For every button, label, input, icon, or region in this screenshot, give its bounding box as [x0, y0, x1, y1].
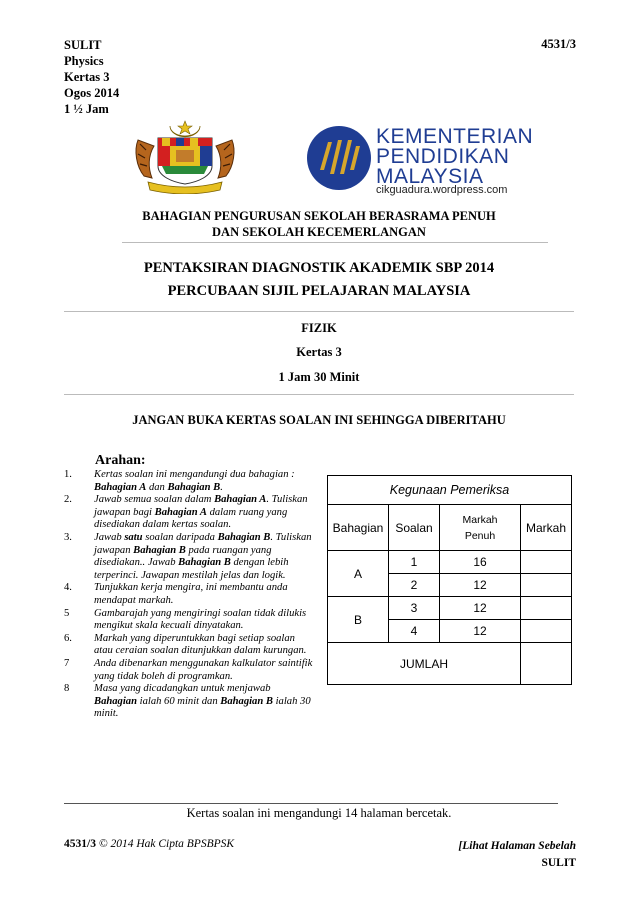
- instruction-text: Bahagian B: [220, 695, 273, 707]
- instruction-text: soalan daripada: [142, 531, 218, 543]
- row-markah-cell[interactable]: [521, 551, 572, 574]
- row-soalan: 3: [389, 597, 440, 620]
- row-soalan: 1: [389, 551, 440, 574]
- header-meta: [64, 37, 119, 117]
- divider-title: [64, 311, 574, 312]
- row-soalan: 2: [389, 574, 440, 597]
- instruction-item: [64, 532, 314, 582]
- subject: FIZIK: [301, 321, 337, 335]
- instruction-text: Jawab: [94, 531, 125, 543]
- copyright-code: 4531/3: [64, 838, 96, 850]
- instruction-text: Gambarajah yang mengiringi soalan tidak dilukis mengikut skala kecuali dinyatakan.: [94, 607, 307, 632]
- instruction-text: dalam ruang yang disediakan dalam kertas soalan.: [94, 506, 288, 531]
- instruction-item: [64, 683, 314, 721]
- instruction-number: 3.: [64, 531, 72, 543]
- row-penuh: 16: [440, 551, 521, 574]
- instruction-item: [64, 582, 314, 607]
- examiner-table: [327, 475, 572, 685]
- instruction-text: pada ruangan yang disediakan.. Jawab: [94, 544, 272, 569]
- exam-title: [0, 257, 638, 303]
- instruction-text: Bahagian B: [217, 531, 271, 543]
- agency-line-2: DAN SEKOLAH KECEMERLANGAN: [212, 225, 426, 239]
- examiner-table-title: Kegunaan Pemeriksa: [328, 476, 572, 505]
- instruction-text: . Tuliskan jawapan: [94, 531, 312, 556]
- header-line-subject: Physics: [64, 54, 104, 68]
- instruction-text: Bahagian A: [94, 481, 147, 493]
- row-markah-cell[interactable]: [521, 620, 572, 643]
- header-markah: Markah: [521, 505, 572, 551]
- instruction-item: [64, 469, 314, 494]
- paper-number: Kertas 3: [296, 345, 342, 359]
- instruction-number: 8: [64, 683, 70, 695]
- row-markah-cell[interactable]: [521, 597, 572, 620]
- total-label: JUMLAH: [328, 643, 521, 685]
- instruction-text: satu: [124, 531, 143, 543]
- page-count-note: Kertas soalan ini mengandungi 14 halaman bercetak.: [186, 806, 452, 820]
- section-b: B: [328, 597, 389, 643]
- row-penuh: 12: [440, 597, 521, 620]
- instruction-text: Anda dibenarkan menggunakan kalkulator saintifik yang tidak boleh di programkan.: [94, 657, 313, 682]
- exam-title-line-1: PENTAKSIRAN DIAGNOSTIK AKADEMIK SBP 2014: [143, 260, 495, 276]
- header-line-duration: 1 ½ Jam: [64, 102, 109, 116]
- footer-sulit: SULIT: [541, 857, 576, 869]
- header-markah-penuh: Markah Penuh: [440, 505, 521, 551]
- instructions-title: Arahan:: [95, 453, 146, 468]
- instruction-text: Tunjukkan kerja mengira, ini membantu anda mendapat markah.: [94, 582, 288, 606]
- instructions-list: [64, 469, 314, 721]
- ministry-line-1: KEMENTERIAN: [376, 125, 534, 148]
- instruction-text: Jawab semua soalan dalam: [94, 494, 215, 506]
- row-markah-cell[interactable]: [521, 574, 572, 597]
- row-penuh: 12: [440, 620, 521, 643]
- instruction-number: 2.: [64, 494, 72, 506]
- total-markah-cell[interactable]: [521, 643, 572, 685]
- instruction-text: Bahagian B: [178, 557, 231, 569]
- agency-name: [0, 208, 638, 240]
- instruction-text: Markah yang diperuntukkan bagi setiap soalan atau ceraian soalan ditunjukkan dalam kurungan.: [94, 632, 307, 657]
- paper-code: 4531/3: [541, 37, 576, 51]
- header-line-date: Ogos 2014: [64, 86, 120, 100]
- header-line-paper: Kertas 3: [64, 70, 110, 84]
- section-a: A: [328, 551, 389, 597]
- instruction-text: Kertas soalan ini mengandungi dua bahagian :: [94, 469, 295, 480]
- instruction-number: 7: [64, 657, 70, 669]
- warning-notice: JANGAN BUKA KERTAS SOALAN INI SEHINGGA DIBERITAHU: [132, 413, 506, 427]
- instruction-text: dan: [146, 481, 168, 493]
- instruction-item: [64, 658, 314, 683]
- watermark-url: cikguadura.wordpress.com: [376, 184, 508, 196]
- header-line-sulit: SULIT: [64, 38, 102, 52]
- ministry-line-2: PENDIDIKAN: [376, 145, 510, 168]
- row-soalan: 4: [389, 620, 440, 643]
- ministry-wordmark: [376, 127, 533, 187]
- instruction-number: 4.: [64, 582, 72, 594]
- agency-line-1: BAHAGIAN PENGURUSAN SEKOLAH BERASRAMA PENUH: [142, 209, 496, 223]
- instruction-item: [64, 494, 314, 532]
- instruction-text: Bahagian A: [214, 494, 267, 506]
- ministry-emblem-logo: [306, 124, 372, 192]
- copyright-text: © 2014 Hak Cipta BPSBPSK: [98, 838, 235, 850]
- divider-top: [122, 242, 548, 243]
- instruction-text: Masa yang dicadangkan untuk menjawab: [94, 683, 271, 695]
- instruction-item: [64, 633, 314, 658]
- footer-divider: [64, 803, 558, 804]
- instruction-item: [64, 608, 314, 633]
- row-penuh: 12: [440, 574, 521, 597]
- next-page-note: [Lihat Halaman Sebelah: [458, 840, 576, 852]
- instruction-text: Bahagian B: [167, 481, 221, 493]
- instruction-number: 6.: [64, 632, 72, 644]
- instruction-text: .: [220, 481, 223, 493]
- instruction-text: Bahagian B: [133, 544, 186, 556]
- instruction-text: dengan lebih terperinci. Jawapan mestilah jelas dan logik.: [94, 557, 289, 581]
- instruction-text: ialah 30 minit.: [94, 695, 311, 720]
- exam-title-line-2: PERCUBAAN SIJIL PELAJARAN MALAYSIA: [167, 283, 471, 299]
- instruction-number: 5: [64, 607, 70, 619]
- instruction-text: . Tuliskan jawapan bagi: [94, 494, 308, 518]
- instruction-text: Bahagian: [94, 695, 137, 707]
- duration: 1 Jam 30 Minit: [278, 370, 360, 384]
- header-soalan: Soalan: [389, 505, 440, 551]
- divider-paper: [64, 394, 574, 395]
- coat-of-arms-logo: [132, 120, 238, 194]
- instruction-text: Bahagian A: [154, 506, 207, 518]
- instruction-number: 1.: [64, 469, 72, 480]
- footer-right: [458, 838, 576, 872]
- copyright: [64, 838, 234, 850]
- header-bahagian: Bahagian: [328, 505, 389, 551]
- instruction-text: ialah 60 minit dan: [136, 695, 221, 707]
- ministry-line-3: MALAYSIA: [376, 165, 484, 188]
